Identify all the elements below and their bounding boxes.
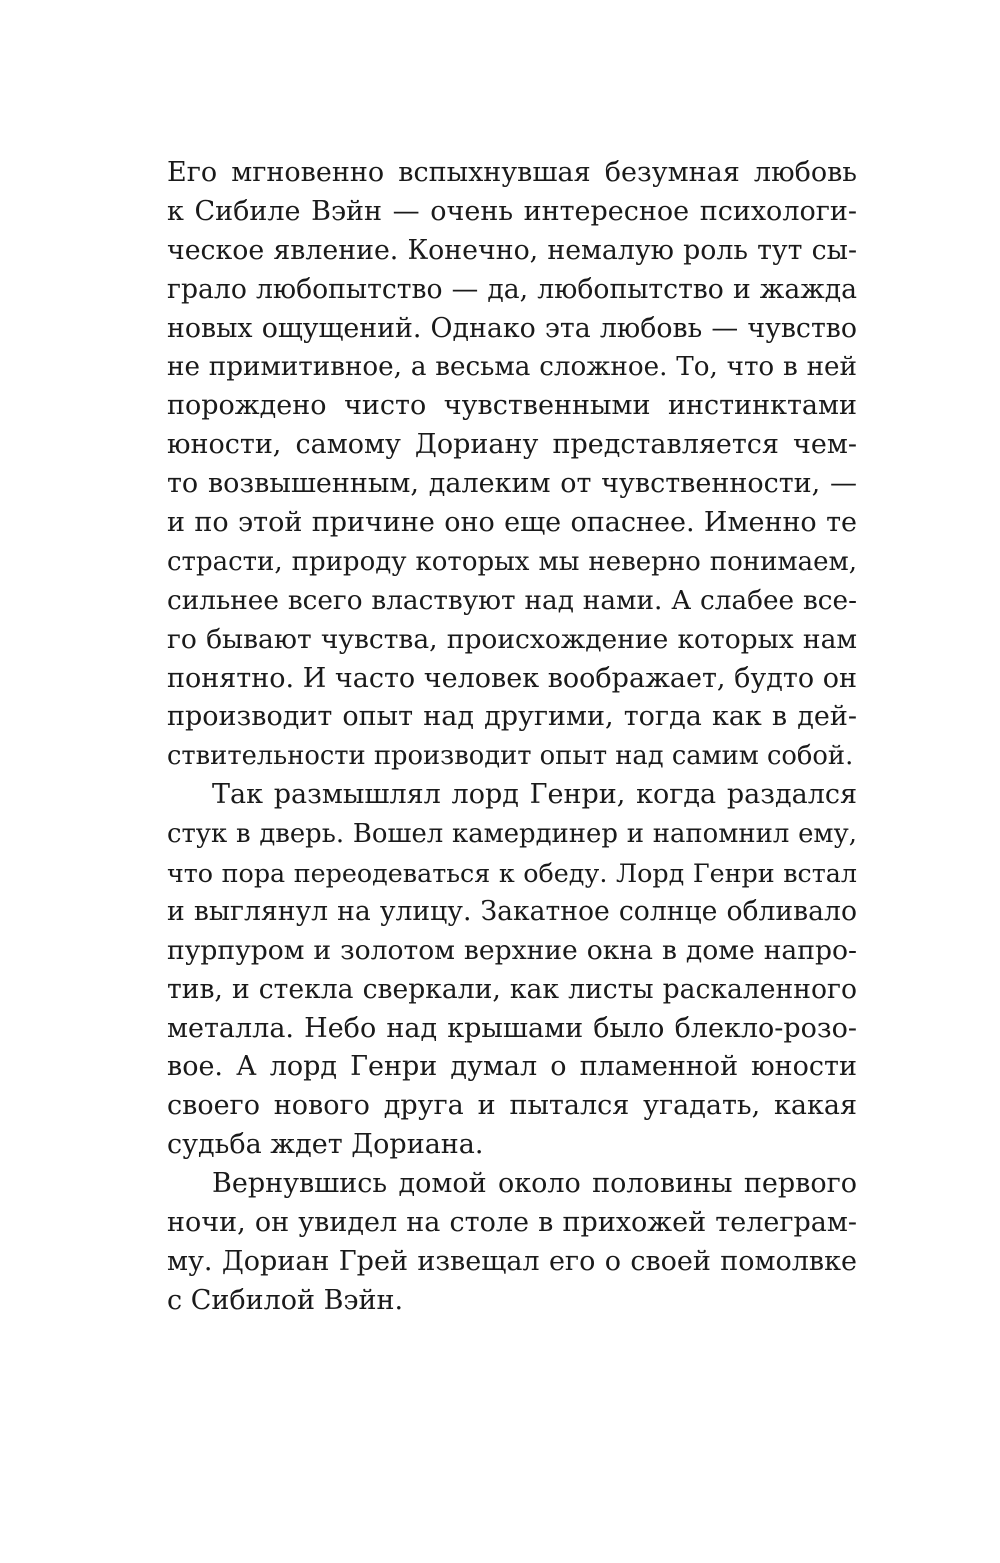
text-line: ствительности производит опыт над самим собой. [167,741,854,772]
text-line: и выглянул на улицу. Закатное солнце обливало [167,895,857,927]
text-line: стук в дверь. Вошел камердинер и напомнил ему, [167,819,857,850]
text-line: то возвышенным, далеким от чувственности, — [167,468,857,500]
text-line: металла. Небо над крышами было блекло-розо- [167,1012,857,1044]
text-line: с Сибилой Вэйн. [167,1284,404,1316]
text-line: вое. А лорд Генри думал о пламенной юности [167,1051,857,1083]
text-line: и по этой причине оно еще опаснее. Именно те [167,507,857,539]
text-line: новых ощущений. Однако эта любовь — чувство [167,312,857,344]
text-line: к Сибиле Вэйн — очень интересное психологи- [167,195,857,227]
text-line: своего нового друга и пытался угадать, какая [167,1090,857,1122]
text-line: сильнее всего властвуют над нами. А слабее все- [167,585,857,616]
text-line: не примитивное, а весьма сложное. То, что в ней [167,352,857,383]
paragraph-1 [167,154,857,776]
text-line: му. Дориан Грей извещал его о своей помолвке [167,1245,857,1277]
text-line: тив, и стекла сверкали, как листы раскаленного [167,973,857,1005]
text-line: грало любопытство — да, любопытство и жажда [167,273,857,305]
text-line: ночи, он увидел на столе в прихожей телеграм- [167,1207,857,1239]
text-line: пурпуром и золотом верхние окна в доме напро- [167,934,857,966]
text-line: Вернувшись домой около половины первого [212,1168,857,1200]
text-line: страсти, природу которых мы неверно понимаем, [167,546,857,577]
text-line: го бывают чувства, происхождение которых нам [167,623,857,655]
text-line: юности, самому Дориану представляется чем- [167,429,857,461]
text-line: порождено чисто чувственными инстинктами [167,390,857,422]
text-line: что пора переодеваться к обеду. Лорд Генри встал [167,858,857,889]
text-line: Его мгновенно вспыхнувшая безумная любовь [167,157,857,188]
text-line: судьба ждет Дориана. [167,1129,484,1161]
text-line: понятно. И часто человек воображает, будто он [167,662,857,694]
text-line: ческое явление. Конечно, немалую роль тут сы- [167,234,857,266]
paragraph-2 [167,776,857,1165]
paragraph-3 [167,1165,857,1321]
text-line: Так размышлял лорд Генри, когда раздался [212,779,857,811]
text-line: производит опыт над другими, тогда как в дей- [167,701,857,733]
text-block [167,154,857,1321]
